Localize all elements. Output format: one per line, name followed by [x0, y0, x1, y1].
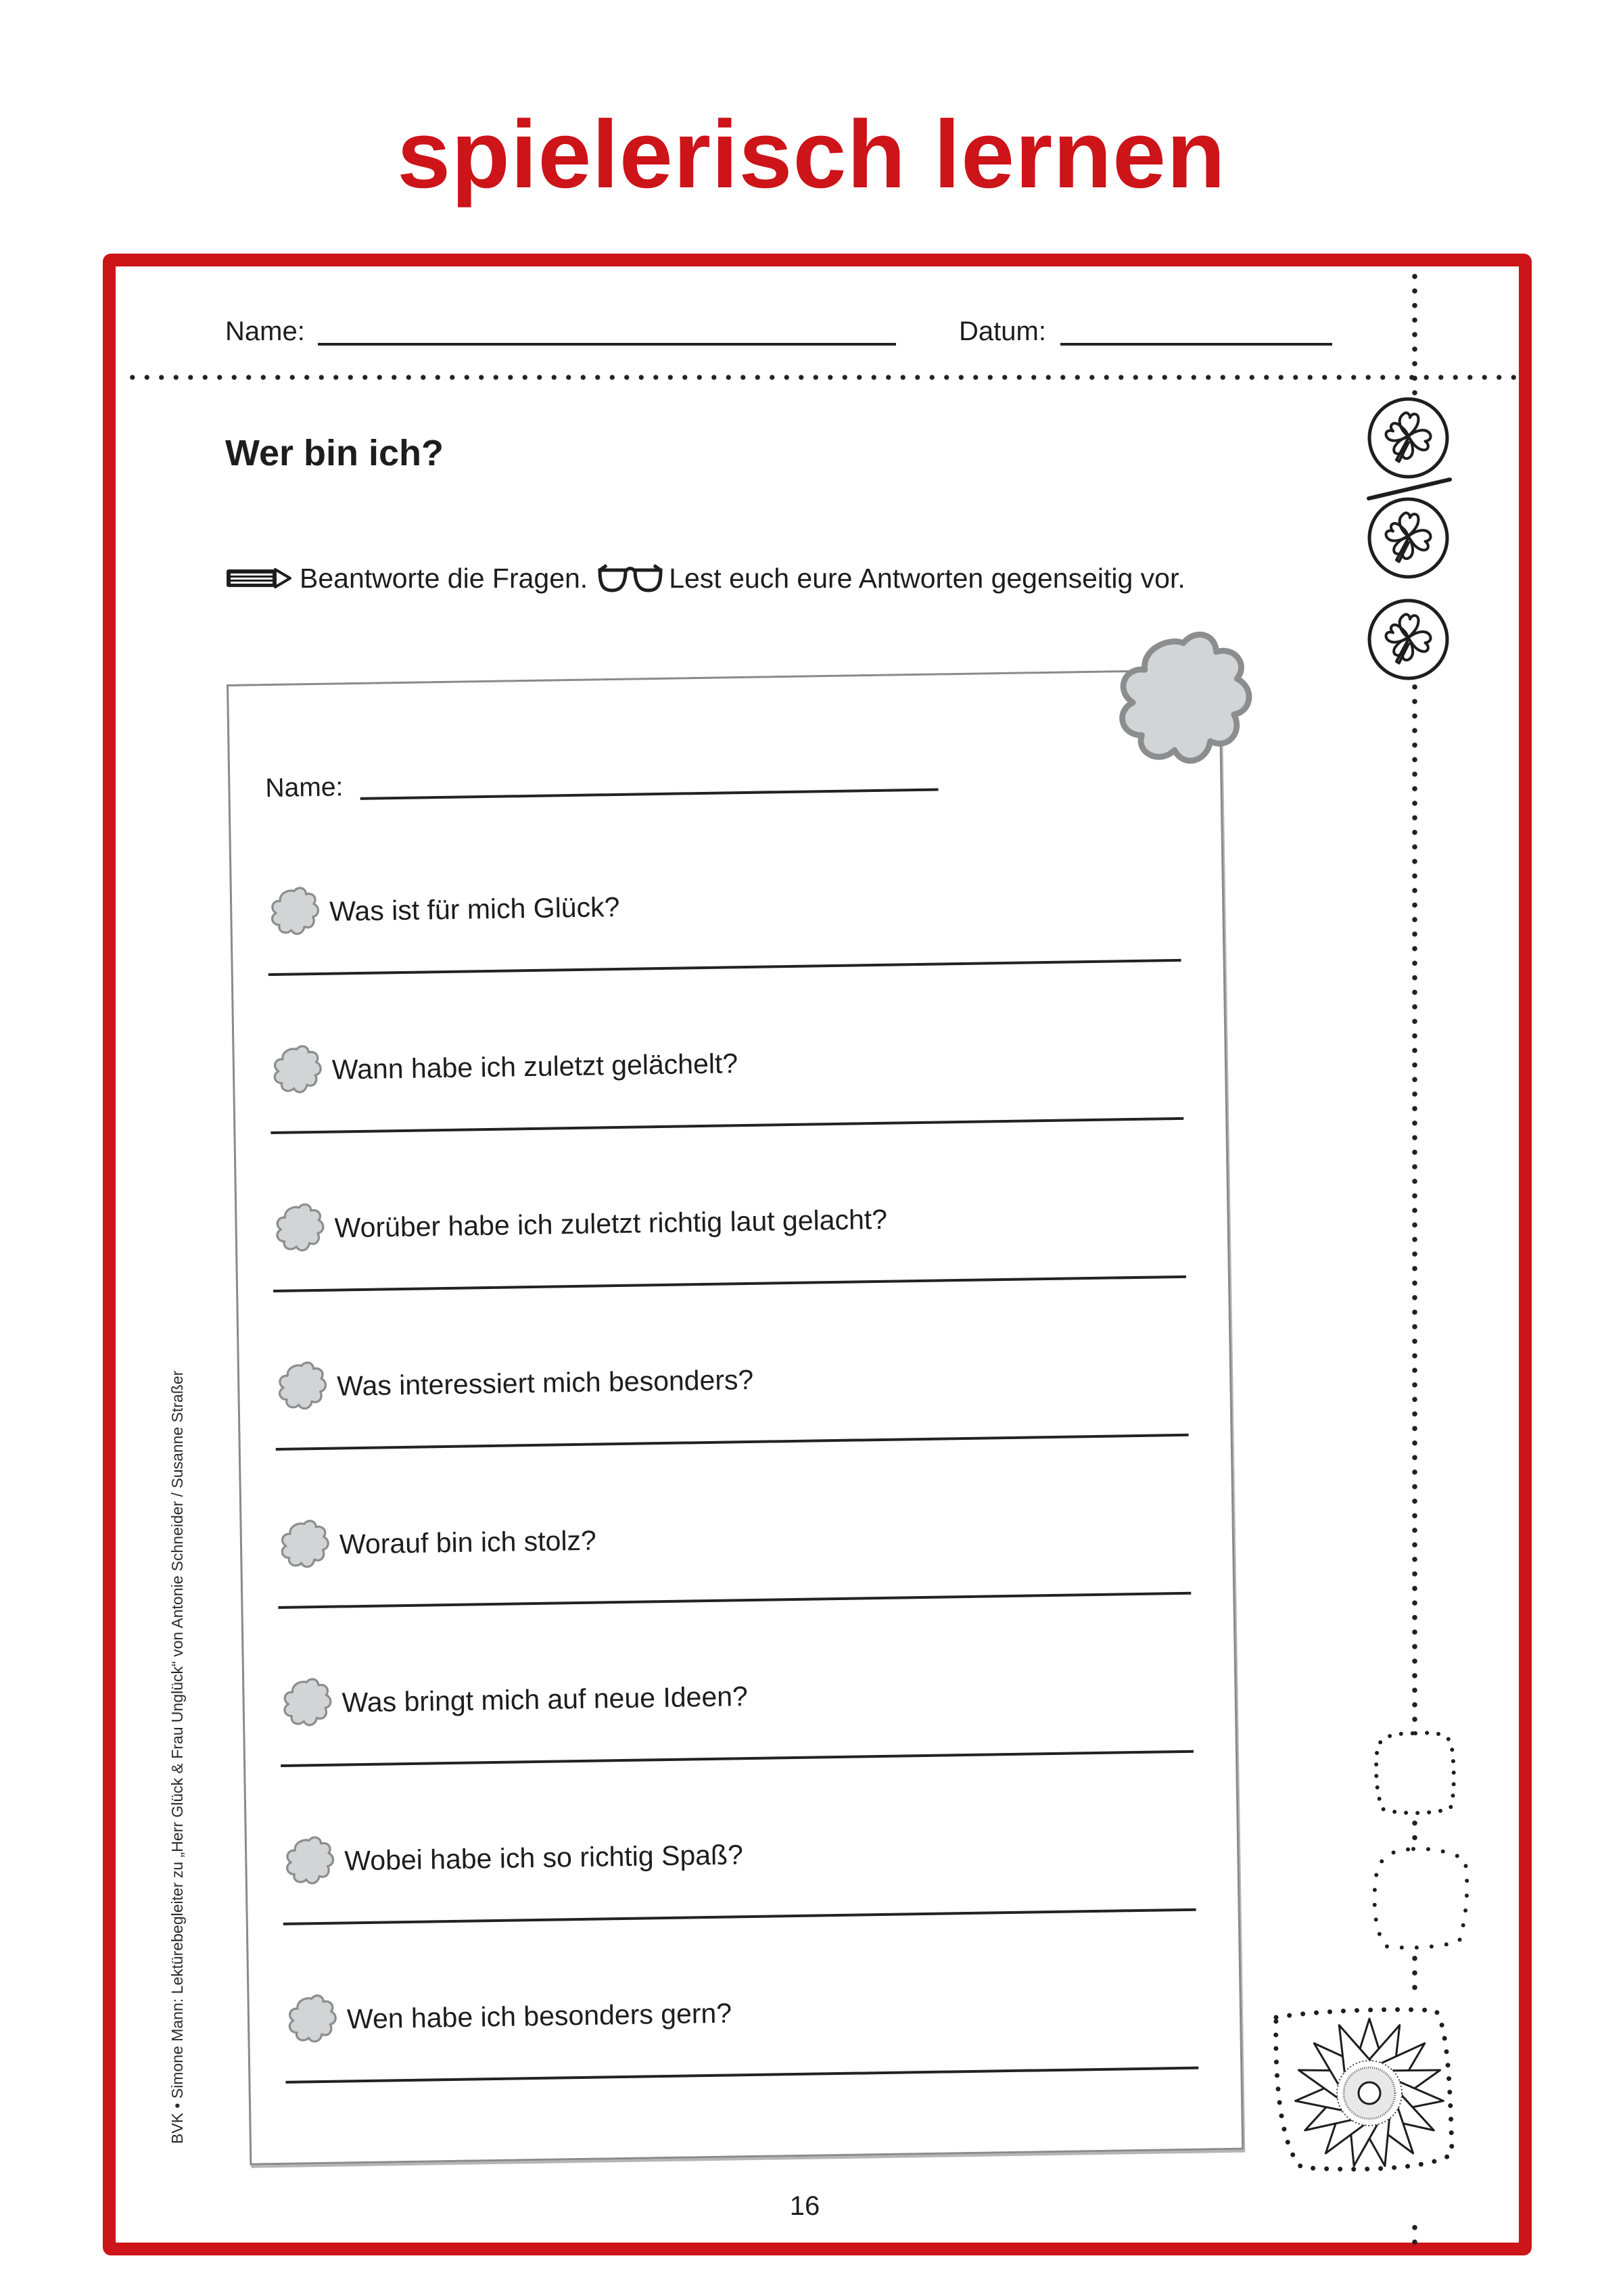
flower-icon [277, 1516, 331, 1571]
header-date-label: Datum: [959, 317, 1046, 346]
copyright-credit: BVK • Simone Mann: Lektürebegleiter zu „Herr Glück & Frau Unglück“ von Antonie Schneider / Susanne Straßer [168, 1370, 186, 2144]
flower-icon [282, 1833, 337, 1888]
question-text: Was interessiert mich besonders? [336, 1363, 754, 1402]
question-item [267, 869, 1202, 1019]
sidebar-dotted-line-top [1411, 269, 1418, 404]
flower-icon [272, 1200, 327, 1255]
question-text: Worüber habe ich zuletzt richtig laut gelacht? [334, 1203, 888, 1244]
question-item [282, 1819, 1217, 1969]
question-item [275, 1344, 1210, 1494]
instruction-write: Beantworte die Fragen. [300, 562, 588, 594]
instruction [225, 563, 1185, 593]
question-item [269, 1027, 1204, 1177]
answer-line[interactable] [276, 1434, 1189, 1451]
clover-icon [1366, 396, 1451, 480]
answer-line[interactable] [273, 1275, 1186, 1292]
header-name-field[interactable] [318, 343, 896, 346]
question-card [227, 669, 1244, 2165]
flower-icon [279, 1674, 334, 1729]
flower-icon [275, 1358, 329, 1413]
glasses-icon [597, 563, 663, 593]
question-text: Was ist für mich Glück? [329, 891, 620, 927]
instruction-read: Lest euch eure Antworten gegenseitig vor. [669, 562, 1185, 594]
header-date-field[interactable] [1060, 343, 1332, 346]
sidebar-dotted-line-mid [1411, 680, 1418, 1735]
worksheet-title: Wer bin ich? [225, 433, 444, 473]
pencil-icon [225, 566, 293, 590]
question-text: Worauf bin ich stolz? [339, 1524, 597, 1560]
question-text: Wann habe ich zuletzt gelächelt? [331, 1048, 738, 1085]
page-number: 16 [789, 2191, 820, 2221]
card-name-label: Name: [265, 772, 344, 803]
answer-line[interactable] [278, 1592, 1191, 1609]
banner-title: spielerisch lernen [397, 101, 1226, 208]
header-dotted-divider [125, 375, 1518, 380]
clover-icon [1366, 496, 1451, 580]
sidebar-dotted-line-connector [1411, 1951, 1418, 1998]
answer-line[interactable] [283, 1908, 1196, 1925]
question-text: Wen habe ich besonders gern? [346, 1997, 732, 2035]
flower-icon [267, 883, 322, 938]
flower-icon [269, 1041, 324, 1096]
question-text: Was bringt mich auf neue Ideen? [342, 1681, 749, 1718]
answer-line[interactable] [285, 2067, 1198, 2084]
question-item [284, 1977, 1219, 2127]
header-name-label: Name: [225, 317, 305, 346]
flower-icon [1109, 622, 1258, 771]
answer-line[interactable] [281, 1750, 1194, 1767]
question-item [272, 1186, 1207, 1336]
clover-icon [1366, 597, 1451, 682]
flower-icon [284, 1991, 339, 2046]
answer-line[interactable] [270, 1117, 1183, 1134]
sunflower-icon [1261, 1998, 1478, 2215]
question-item [277, 1502, 1212, 1652]
question-item [279, 1660, 1215, 1810]
question-text: Wobei habe ich so richtig Spaß? [344, 1839, 744, 1877]
answer-line[interactable] [268, 959, 1181, 976]
sidebar-dotted-line-bottom [1411, 2220, 1418, 2251]
